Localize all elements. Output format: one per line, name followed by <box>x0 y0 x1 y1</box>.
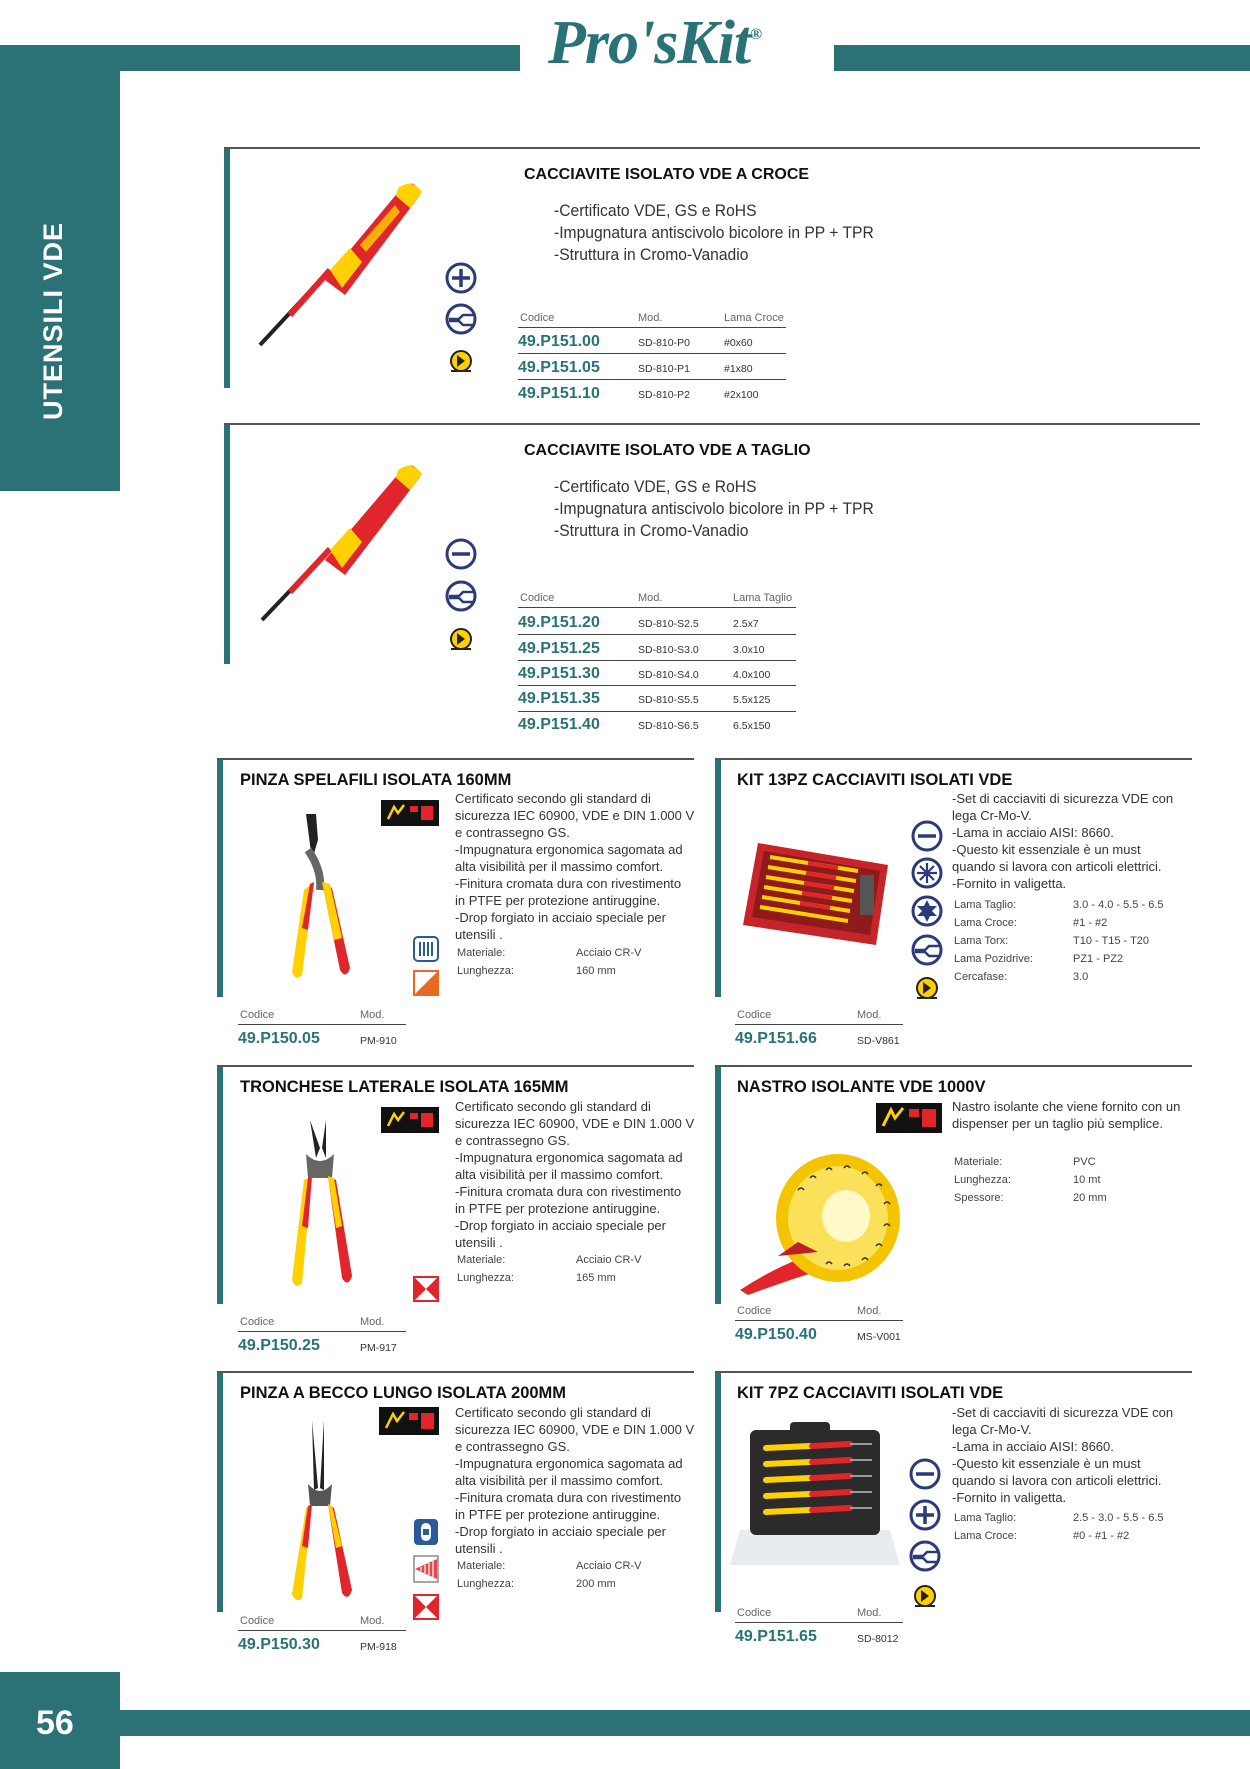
spec-value: 20 mm <box>1073 1192 1107 1204</box>
page-number: 56 <box>36 1704 74 1742</box>
insulating-tape-image <box>738 1150 908 1295</box>
spec-value: Acciaio CR-V <box>576 947 642 959</box>
model-number: SD-810-S2.5 <box>638 618 699 630</box>
section-border <box>217 759 223 997</box>
product-title: PINZA A BECCO LUNGO ISOLATA 200MM <box>240 1384 567 1402</box>
blade-size: 3.0x10 <box>733 644 765 656</box>
col-header-mod: Mod. <box>360 1316 385 1328</box>
wire-stripper-image <box>282 810 362 985</box>
row-divider <box>238 1024 406 1025</box>
product-title: KIT 7PZ CACCIAVITI ISOLATI VDE <box>737 1384 1004 1402</box>
row-divider <box>518 711 796 712</box>
col-header-mod: Mod. <box>360 1009 385 1021</box>
col-header-code: Codice <box>240 1009 275 1021</box>
col-header-code: Codice <box>520 592 555 604</box>
product-title: KIT 13PZ CACCIAVITI ISOLATI VDE <box>737 771 1013 789</box>
pozidrive-tip-icon <box>911 857 943 889</box>
spec-value: 3.0 <box>1073 971 1089 983</box>
spec-label: Lunghezza: <box>457 965 514 977</box>
spec-value: Acciaio CR-V <box>576 1254 642 1266</box>
col-header-code: Codice <box>240 1316 275 1328</box>
vde-safety-icon <box>445 623 477 655</box>
serrated-jaw-icon <box>413 1555 439 1583</box>
blade-icon <box>445 303 477 335</box>
model-number: SD-810-P1 <box>638 363 690 375</box>
blade-icon <box>909 1540 941 1572</box>
section-divider <box>217 1371 694 1373</box>
section-border <box>224 424 230 664</box>
product-code: 49.P151.40 <box>518 716 600 733</box>
feature-line: -Certificato VDE, GS e RoHS <box>554 477 757 496</box>
spec-value: 160 mm <box>576 965 616 977</box>
section-border <box>715 1372 721 1612</box>
spec-value: T10 - T15 - T20 <box>1073 935 1150 947</box>
col-header-code: Codice <box>737 1009 772 1021</box>
slot-tip-icon <box>911 820 943 852</box>
model-number: SD-8012 <box>857 1633 899 1645</box>
long-nose-plier-image <box>282 1418 362 1608</box>
blade-icon <box>445 580 477 612</box>
product-code: 49.P151.30 <box>518 665 600 682</box>
product-code: 49.P150.30 <box>238 1636 320 1653</box>
blade-icon <box>911 934 943 966</box>
model-number: SD-810-S6.5 <box>638 720 699 732</box>
spec-value: #0 - #1 - #2 <box>1073 1530 1130 1542</box>
product-title: PINZA SPELAFILI ISOLATA 160MM <box>240 771 512 789</box>
spec-value: 165 mm <box>576 1272 616 1284</box>
side-label: UTENSILI VDE <box>38 221 68 420</box>
blade-size: 4.0x100 <box>733 669 771 681</box>
model-number: PM-910 <box>360 1035 397 1047</box>
spec-value: #1 - #2 <box>1073 917 1108 929</box>
row-divider <box>518 685 796 686</box>
vde-1000v-badge <box>876 1103 942 1133</box>
torx-tip-icon <box>911 895 943 927</box>
feature-line: -Certificato VDE, GS e RoHS <box>554 201 757 220</box>
grip-icon <box>413 1518 439 1546</box>
row-divider <box>518 660 796 661</box>
cutting-icon <box>413 1594 439 1620</box>
row-divider <box>735 1024 903 1025</box>
spec-label: Lama Torx: <box>954 935 1009 947</box>
slot-tip-icon <box>445 538 477 570</box>
spec-label: Lunghezza: <box>457 1578 514 1590</box>
section-divider <box>715 1065 1192 1067</box>
blade-size: #1x80 <box>724 363 753 375</box>
vde-1000v-badge <box>381 1107 439 1133</box>
section-divider <box>224 423 1200 425</box>
screwdriver-slot-image <box>250 452 430 632</box>
col-header-mod: Mod. <box>360 1615 385 1627</box>
product-code: 49.P151.25 <box>518 640 600 657</box>
slot-tip-icon <box>909 1458 941 1490</box>
row-divider <box>735 1622 903 1623</box>
vde-safety-icon <box>445 345 477 377</box>
model-number: SD-V861 <box>857 1035 900 1047</box>
model-number: SD-810-S3.0 <box>638 644 699 656</box>
spec-label: Lunghezza: <box>954 1174 1011 1186</box>
blade-size: #0x60 <box>724 337 753 349</box>
product-code: 49.P150.40 <box>735 1326 817 1343</box>
model-number: MS-V001 <box>857 1331 901 1343</box>
section-divider <box>217 1065 694 1067</box>
section-border <box>217 1372 223 1612</box>
vde-1000v-badge <box>379 1407 439 1435</box>
screwdriver-cross-image <box>250 170 430 360</box>
cross-tip-icon <box>909 1499 941 1531</box>
spring-icon <box>413 936 439 962</box>
cutting-icon <box>413 1276 439 1302</box>
product-description: -Set di cacciaviti di sicurezza VDE con lega Cr-Mo-V. -Lama in acciaio AISI: 8660. -Questo kit essenziale è un must quando si lavora con articoli elettrici. -Fornito in valigetta. <box>952 791 1174 891</box>
product-code: 49.P151.20 <box>518 614 600 631</box>
section-divider <box>217 758 694 760</box>
feature-line: -Struttura in Cromo-Vanadio <box>554 521 749 540</box>
spec-value: 10 mt <box>1073 1174 1101 1186</box>
side-cutter-image <box>282 1118 362 1293</box>
product-code: 49.P151.05 <box>518 359 600 376</box>
section-title: CACCIAVITE ISOLATO VDE A CROCE <box>524 166 810 183</box>
row-divider <box>238 1630 406 1631</box>
feature-line: -Impugnatura antiscivolo bicolore in PP + TPR <box>554 223 874 242</box>
product-code: 49.P151.35 <box>518 690 600 707</box>
section-divider <box>715 1371 1192 1373</box>
product-code: 49.P150.05 <box>238 1030 320 1047</box>
kit-7pz-image <box>730 1420 900 1570</box>
model-number: PM-917 <box>360 1342 397 1354</box>
product-code: 49.P150.25 <box>238 1337 320 1354</box>
spec-label: Lama Croce: <box>954 1530 1017 1542</box>
kit-13pz-image <box>738 835 898 950</box>
spec-value: 200 mm <box>576 1578 616 1590</box>
vde-safety-icon <box>909 1580 941 1612</box>
spec-value: Acciaio CR-V <box>576 1560 642 1572</box>
product-description: Nastro isolante che viene fornito con un dispenser per un taglio più semplice. <box>952 1099 1181 1131</box>
spec-value: PVC <box>1073 1156 1096 1168</box>
col-header-blade: Lama Taglio <box>733 592 793 604</box>
product-description: Certificato secondo gli standard di sicurezza IEC 60900, VDE e DIN 1.000 V e contrassegno GS. -Impugnatura ergonomica sagomata ad alta visibilità per il massimo comfort. -Finitura cromata dura con rivestimento in PTFE per protezione antiruggine. -Drop forgiato in acciaio speciale per utensili . <box>455 1099 695 1250</box>
feature-line: -Impugnatura antiscivolo bicolore in PP + TPR <box>554 499 874 518</box>
col-header-code: Codice <box>240 1615 275 1627</box>
spec-label: Lama Croce: <box>954 917 1017 929</box>
section-border <box>224 148 230 388</box>
model-number: SD-810-P2 <box>638 389 690 401</box>
vde-safety-icon <box>911 972 943 1004</box>
row-divider <box>518 607 796 608</box>
blade-size: 2.5x7 <box>733 618 759 630</box>
product-description: Certificato secondo gli standard di sicurezza IEC 60900, VDE e DIN 1.000 V e contrassegno GS. -Impugnatura ergonomica sagomata ad alta visibilità per il massimo comfort. -Finitura cromata dura con rivestimento in PTFE per protezione antiruggine. -Drop forgiato in acciaio speciale per utensili . <box>455 1405 695 1556</box>
col-header-code: Codice <box>737 1305 772 1317</box>
spec-label: Lama Taglio: <box>954 899 1017 911</box>
col-header-mod: Mod. <box>638 312 663 324</box>
finish-icon <box>413 970 439 996</box>
product-description: -Set di cacciaviti di sicurezza VDE con lega Cr-Mo-V. -Lama in acciaio AISI: 8660. -Questo kit essenziale è un must quando si lavora con articoli elettrici. -Fornito in valigetta. <box>952 1405 1174 1505</box>
spec-label: Materiale: <box>954 1156 1003 1168</box>
spec-label: Lama Pozidrive: <box>954 953 1033 965</box>
col-header-blade: Lama Croce <box>724 312 784 324</box>
model-number: PM-918 <box>360 1641 397 1653</box>
header-bar-right <box>834 45 1250 71</box>
section-divider <box>715 758 1192 760</box>
col-header-code: Codice <box>737 1607 772 1619</box>
section-title: CACCIAVITE ISOLATO VDE A TAGLIO <box>524 442 811 459</box>
product-description: Certificato secondo gli standard di sicurezza IEC 60900, VDE e DIN 1.000 V e contrassegno GS. -Impugnatura ergonomica sagomata ad alta visibilità per il massimo comfort. -Finitura cromata dura con rivestimento in PTFE per protezione antiruggine. -Drop forgiato in acciaio speciale per utensili . <box>455 791 695 942</box>
row-divider <box>735 1320 903 1321</box>
col-header-code: Codice <box>520 312 555 324</box>
product-code: 49.P151.66 <box>735 1030 817 1047</box>
product-code: 49.P151.10 <box>518 385 600 402</box>
product-code: 49.P151.65 <box>735 1628 817 1645</box>
row-divider <box>518 634 796 635</box>
footer-bar <box>120 1710 1250 1736</box>
spec-label: Materiale: <box>457 947 506 959</box>
cross-tip-icon <box>445 262 477 294</box>
spec-value: 3.0 - 4.0 - 5.5 - 6.5 <box>1073 899 1164 911</box>
col-header-mod: Mod. <box>857 1009 882 1021</box>
model-number: SD-810-P0 <box>638 337 690 349</box>
row-divider <box>518 353 786 354</box>
spec-label: Lunghezza: <box>457 1272 514 1284</box>
product-title: TRONCHESE LATERALE ISOLATA 165MM <box>240 1078 569 1096</box>
row-divider <box>518 327 786 328</box>
spec-value: 2.5 - 3.0 - 5.5 - 6.5 <box>1073 1512 1164 1524</box>
section-divider <box>224 147 1200 149</box>
model-number: SD-810-S4.0 <box>638 669 699 681</box>
model-number: SD-810-S5.5 <box>638 694 699 706</box>
section-border <box>715 759 721 997</box>
spec-label: Materiale: <box>457 1560 506 1572</box>
product-title: NASTRO ISOLANTE VDE 1000V <box>737 1078 986 1096</box>
section-border <box>715 1066 721 1304</box>
product-code: 49.P151.00 <box>518 333 600 350</box>
spec-label: Lama Taglio: <box>954 1512 1017 1524</box>
spec-label: Spessore: <box>954 1192 1004 1204</box>
blade-size: 6.5x150 <box>733 720 771 732</box>
col-header-mod: Mod. <box>638 592 663 604</box>
feature-line: -Struttura in Cromo-Vanadio <box>554 245 749 264</box>
row-divider <box>238 1331 406 1332</box>
spec-value: PZ1 - PZ2 <box>1073 953 1124 965</box>
blade-size: #2x100 <box>724 389 759 401</box>
brand-logo: Pro'sKit® <box>548 9 762 77</box>
col-header-mod: Mod. <box>857 1305 882 1317</box>
blade-size: 5.5x125 <box>733 694 771 706</box>
vde-1000v-badge <box>381 800 439 826</box>
row-divider <box>518 379 786 380</box>
spec-label: Materiale: <box>457 1254 506 1266</box>
col-header-mod: Mod. <box>857 1607 882 1619</box>
section-border <box>217 1066 223 1304</box>
spec-label: Cercafase: <box>954 971 1008 983</box>
